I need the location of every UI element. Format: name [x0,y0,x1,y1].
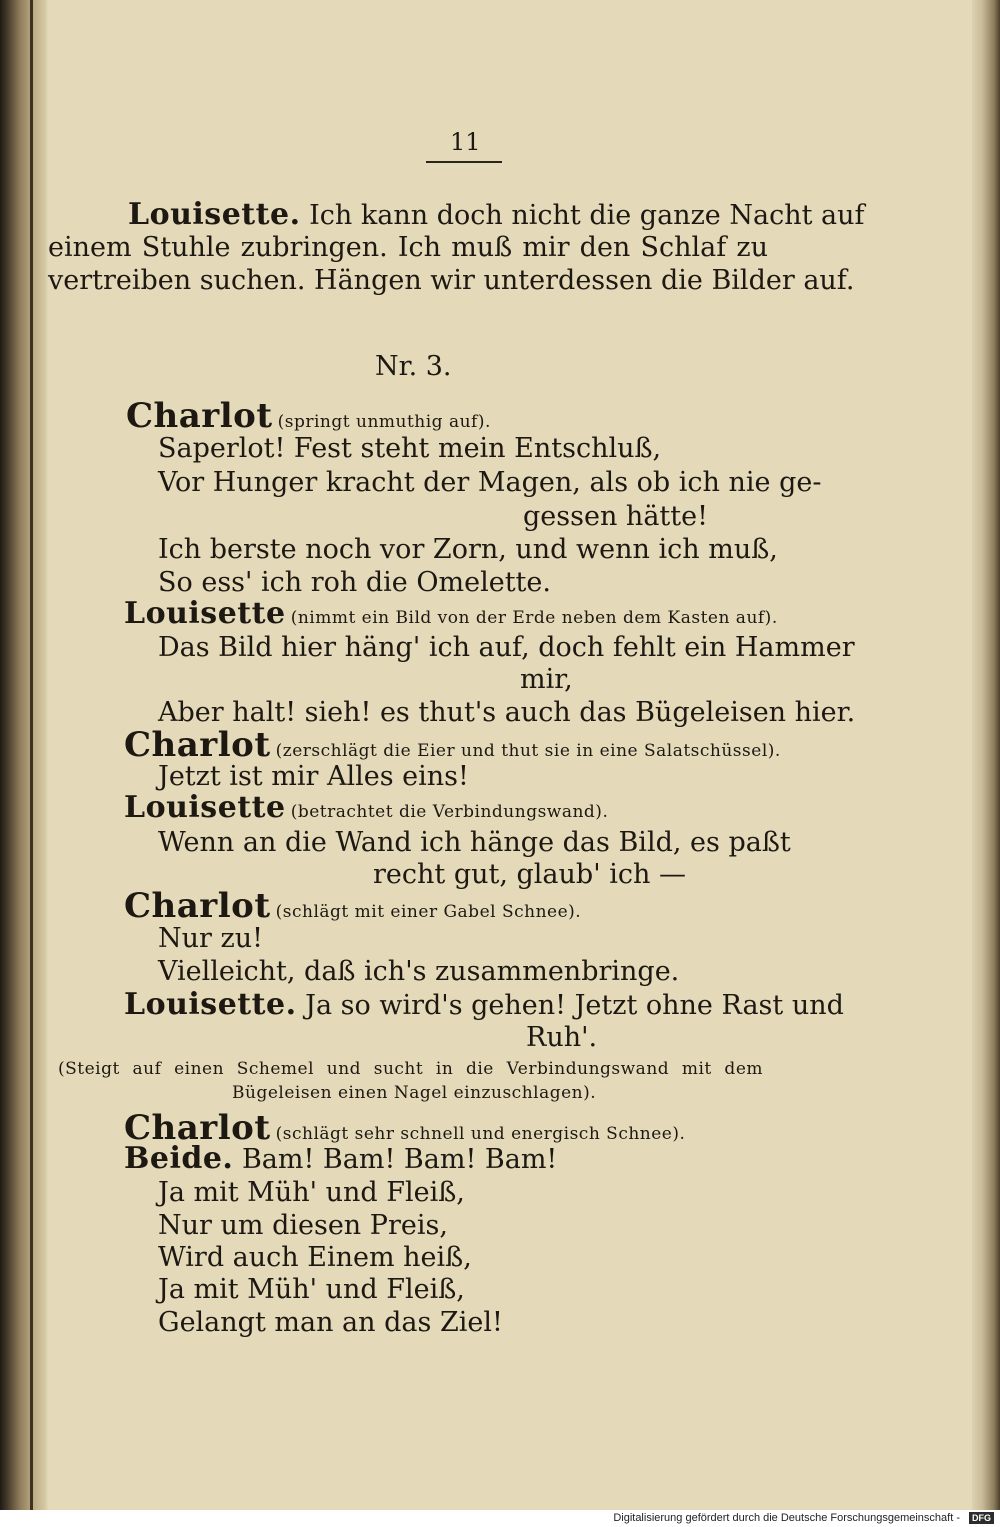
verse-line: Jetzt ist mir Alles eins! [158,761,469,792]
footer-credit: Digitalisierung gefördert durch die Deutsche Forschungsgemeinschaft - [613,1512,960,1524]
verse-line: gessen hätte! [523,501,708,532]
speaker-charlot: Charlot [124,886,271,926]
verse-line: Ja mit Müh' und Fleiß, [158,1274,465,1305]
intro-line-3: vertreiben suchen. Hängen wir unterdessen die Bilder auf. [48,265,855,296]
verse-line: Gelangt man an das Ziel! [158,1307,503,1338]
speaker-louisette: Louisette [124,790,286,825]
speaker-line [126,396,491,436]
intro-line-1: Louisette. Ich kann doch nicht die ganze Nacht auf [128,197,865,232]
speaker-louisette: Louisette [124,596,286,631]
verse-line: So ess' ich roh die Omelette. [158,567,551,598]
speaker-line [124,596,778,631]
verse-line: recht gut, glaub' ich — [373,859,686,890]
verse-line: Wird auch Einem heiß, [158,1242,472,1273]
verse-line: Nur zu! [158,923,263,954]
stage-direction: (schlägt sehr schnell und energisch Schnee). [275,1124,686,1144]
speaker-line: Louisette. Ja so wird's gehen! Jetzt ohne Rast und [124,987,844,1022]
page-number-rule [426,161,502,163]
speaker-charlot: Charlot [124,725,271,765]
verse-line: Ja mit Müh' und Fleiß, [158,1177,465,1208]
spine-edge-line [30,0,33,1510]
stage-direction: Bügeleisen einen Nagel einzuschlagen). [232,1083,597,1103]
footer-bar [0,1510,1000,1527]
speaker-beide: Beide. [124,1141,234,1176]
verse-line: Das Bild hier häng' ich auf, doch fehlt ein Hammer [158,632,855,663]
verse-line: mir, [520,664,573,695]
verse-line: Vor Hunger kracht der Magen, als ob ich nie ge- [158,467,822,498]
speaker-charlot: Charlot [126,396,273,436]
stage-direction: (Steigt auf einen Schemel und sucht in die Verbindungswand mit dem [58,1059,763,1079]
dfg-logo: DFG [969,1512,994,1524]
speaker-line [124,886,581,926]
verse-line: Ruh'. [526,1022,598,1053]
page-right-edge [972,0,1000,1510]
stage-direction: (springt unmuthig auf). [277,412,491,432]
verse-line: Saperlot! Fest steht mein Entschluß, [158,433,662,464]
verse-line: Vielleicht, daß ich's zusammenbringe. [158,956,680,987]
speaker-line [124,790,608,825]
speaker-line: Beide. Bam! Bam! Bam! Bam! [124,1141,558,1176]
intro-line-2: einem Stuhle zubringen. Ich muß mir den Schlaf zu [48,232,768,263]
stage-direction: (zerschlägt die Eier und thut sie in eine Salatschüssel). [275,741,781,761]
book-spine [0,0,46,1510]
verse-line: Aber halt! sieh! es thut's auch das Bügeleisen hier. [158,697,856,728]
verse-line: Wenn an die Wand ich hänge das Bild, es paßt [158,827,791,858]
speaker-louisette: Louisette. [128,197,301,232]
number-heading: Nr. 3. [375,351,452,382]
speaker-charlot: Charlot [124,1108,271,1148]
stage-direction: (schlägt mit einer Gabel Schnee). [275,902,582,922]
book-page [48,0,972,1510]
verse-line: Nur um diesen Preis, [158,1210,448,1241]
speaker-louisette: Louisette. [124,987,297,1022]
stage-direction: (nimmt ein Bild von der Erde neben dem Kasten auf). [290,608,778,628]
speaker-line [124,725,781,765]
page-number: 11 [450,128,481,156]
verse-line: Ich berste noch vor Zorn, und wenn ich muß, [158,534,778,565]
stage-direction: (betrachtet die Verbindungswand). [290,802,609,822]
